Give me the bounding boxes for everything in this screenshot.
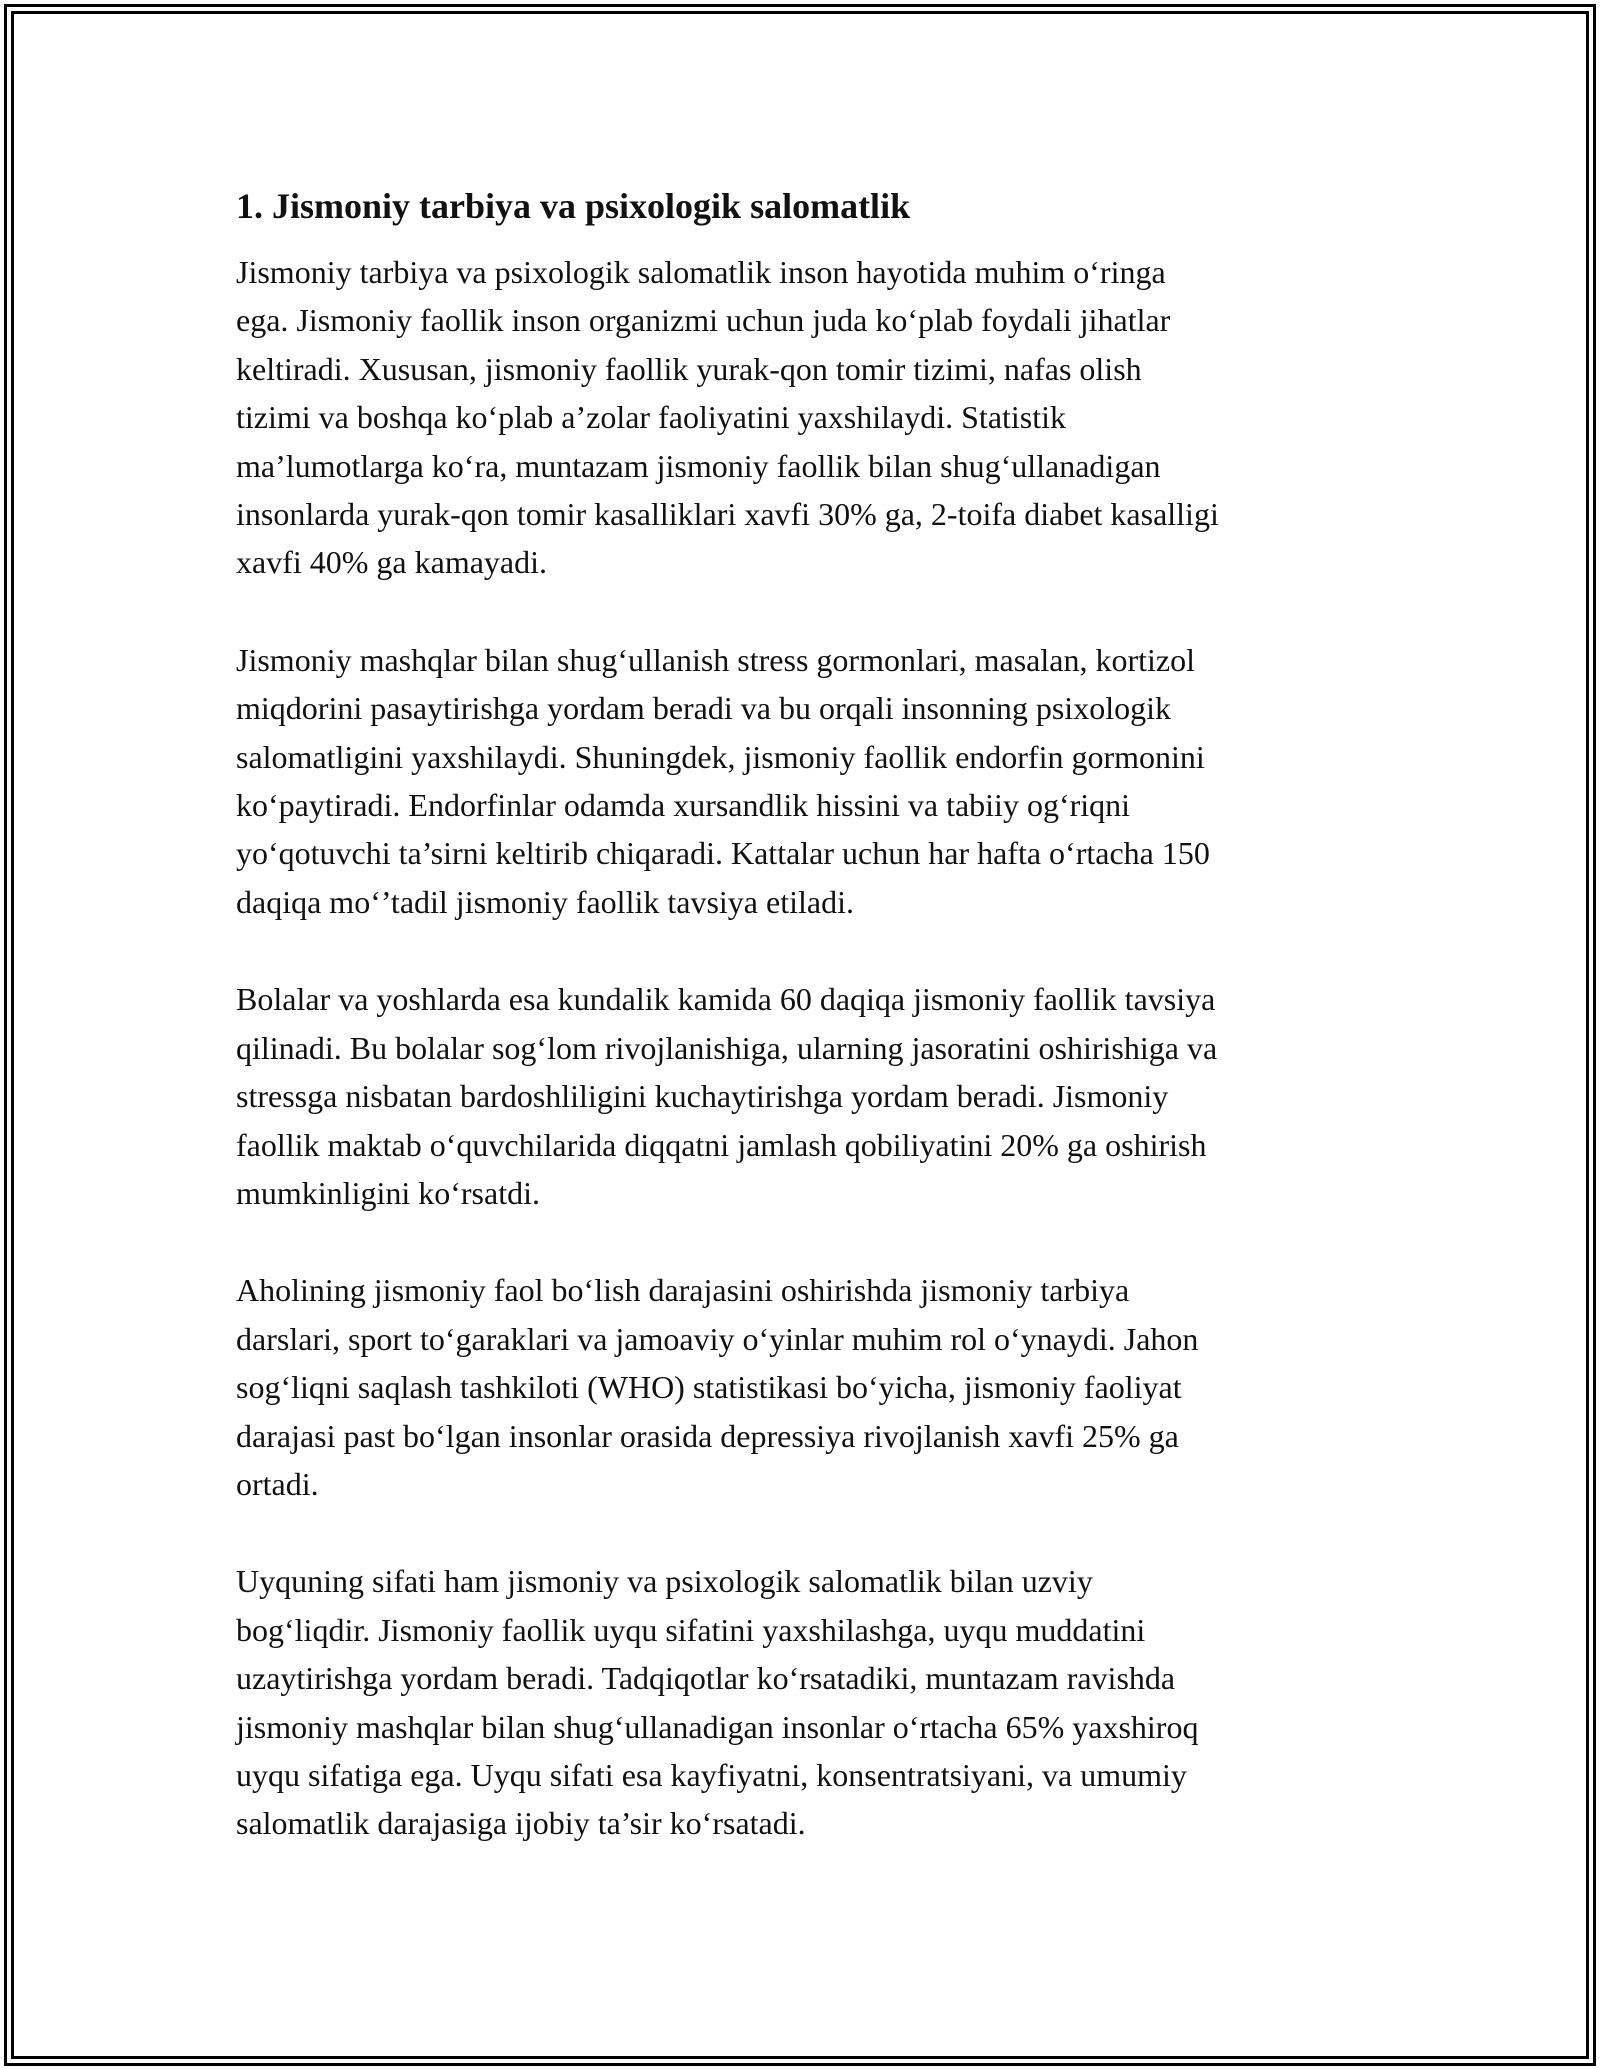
text-line: bog‘liqdir. Jismoniy faollik uyqu sifatini yaxshilashga, uyqu muddatini [236,1611,1146,1648]
text-line: darslari, sport to‘garaklari va jamoaviy o‘yinlar muhim rol o‘ynaydi. Jahon [236,1320,1199,1357]
text-line: salomatligini yaxshilaydi. Shuningdek, jismoniy faollik endorfin gormonini [236,738,1205,775]
text-line: xavfi 40% ga kamayadi. [236,544,547,581]
paragraph-4 [236,1266,1376,1508]
text-line: mumkinligini ko‘rsatdi. [236,1174,540,1211]
text-line: ko‘paytiradi. Endorfinlar odamda xursandlik hissini va tabiiy og‘riqni [236,787,1131,824]
text-line: salomatlik darajasiga ijobiy ta’sir ko‘rsatadi. [236,1805,806,1842]
text-line: Jismoniy mashqlar bilan shug‘ullanish stress gormonlari, masalan, kortizol [236,641,1195,678]
paragraph-2 [236,636,1376,926]
text-line: daqiqa mo‘’tadil jismoniy faollik tavsiya etiladi. [236,883,854,920]
text-line: stressga nisbatan bardoshliligini kuchaytirishga yordam beradi. Jismoniy [236,1078,1169,1115]
text-line: miqdorini pasaytirishga yordam beradi va bu orqali insonning psixologik [236,690,1171,727]
text-line: tizimi va boshqa ko‘plab a’zolar faoliyatini yaxshilaydi. Statistik [236,399,1067,436]
paragraph-3 [236,975,1376,1217]
document-body [236,184,1376,1897]
text-line: insonlarda yurak-qon tomir kasalliklari xavfi 30% ga, 2-toifa diabet kasalligi [236,496,1219,533]
text-line: ortadi. [236,1465,319,1502]
text-line: ega. Jismoniy faollik inson organizmi uchun juda ko‘plab foydali jihatlar [236,302,1171,339]
text-line: ma’lumotlarga ko‘ra, muntazam jismoniy faollik bilan shug‘ullanadigan [236,447,1161,484]
text-line: sog‘liqni saqlash tashkiloti (WHO) statistikasi bo‘yicha, jismoniy faoliyat [236,1369,1182,1406]
text-line: faollik maktab o‘quvchilarida diqqatni jamlash qobiliyatini 20% ga oshirish [236,1126,1207,1163]
section-heading: 1. Jismoniy tarbiya va psixologik salomatlik [236,186,911,226]
text-line: Jismoniy tarbiya va psixologik salomatlik inson hayotida muhim o‘ringa [236,254,1166,290]
paragraph-1 [236,248,1376,587]
text-line: Aholining jismoniy faol bo‘lish darajasini oshirishda jismoniy tarbiya [236,1272,1130,1309]
text-line: Uyquning sifati ham jismoniy va psixologik salomatlik bilan uzviy [236,1563,1093,1600]
text-line: yo‘qotuvchi ta’sirni keltirib chiqaradi. Kattalar uchun har hafta o‘rtacha 150 [236,835,1210,872]
text-line: keltiradi. Xususan, jismoniy faollik yurak-qon tomir tizimi, nafas olish [236,350,1142,387]
text-line: uzaytirishga yordam beradi. Tadqiqotlar ko‘rsatadiki, muntazam ravishda [236,1660,1176,1697]
text-line: Bolalar va yoshlarda esa kundalik kamida 60 daqiqa jismoniy faollik tavsiya [236,981,1216,1018]
text-line: jismoniy mashqlar bilan shug‘ullanadigan insonlar o‘rtacha 65% yaxshiroq [236,1708,1199,1745]
text-line: uyqu sifatiga ega. Uyqu sifati esa kayfiyatni, konsentratsiyani, va umumiy [236,1756,1187,1793]
text-line: darajasi past bo‘lgan insonlar orasida depressiya rivojlanish xavfi 25% ga [236,1417,1179,1454]
text-line: qilinadi. Bu bolalar sog‘lom rivojlanishiga, ularning jasoratini oshirishiga va [236,1029,1218,1066]
paragraph-5 [236,1557,1376,1847]
